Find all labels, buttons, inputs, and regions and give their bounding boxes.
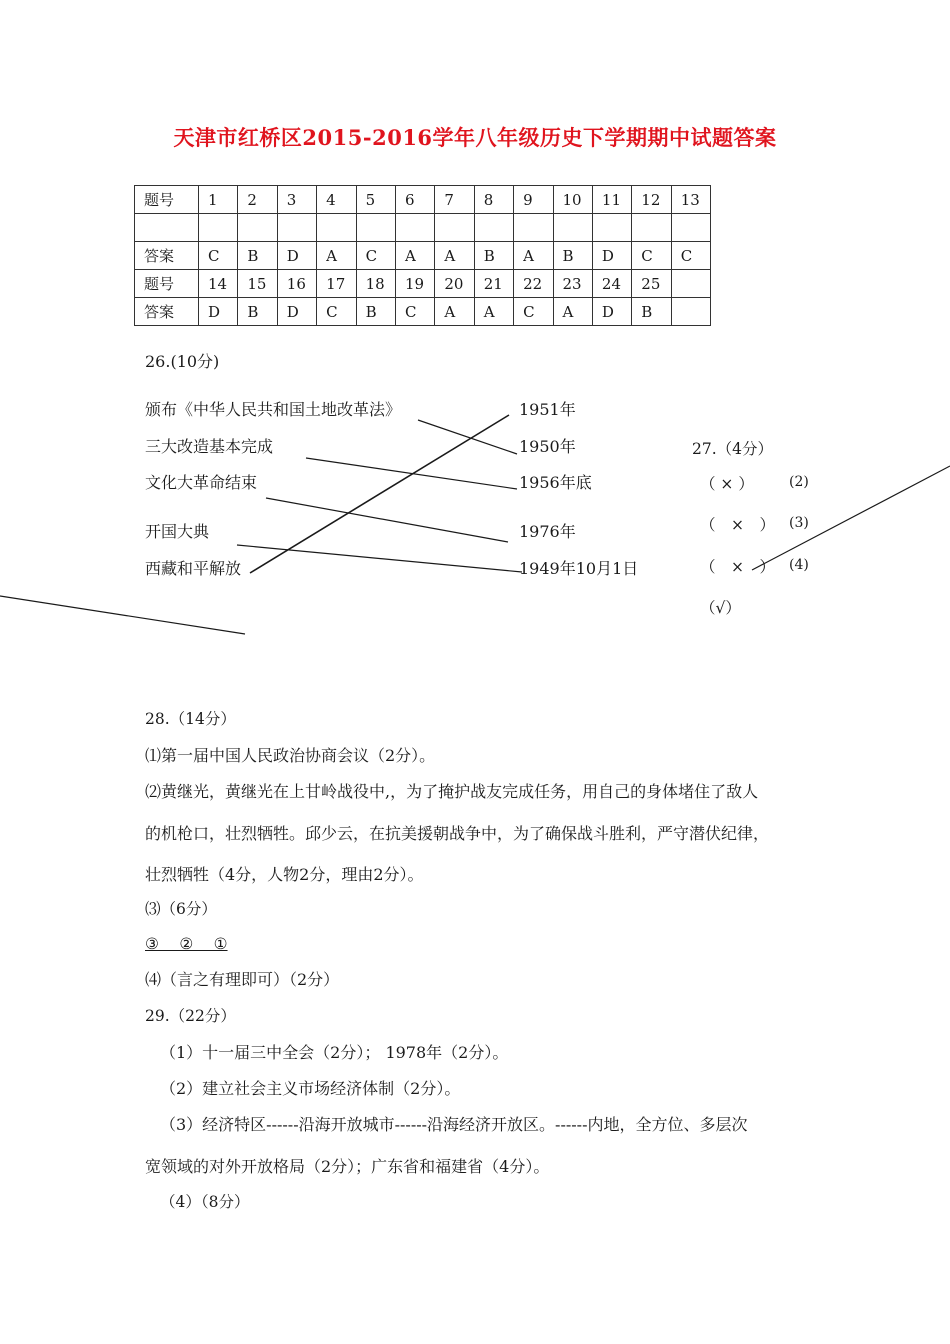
- table-cell: 12: [632, 186, 671, 214]
- q27-answer: （ × ）: [700, 475, 754, 493]
- table-cell: C: [395, 298, 434, 326]
- table-cell: A: [395, 242, 434, 270]
- q26-right-item: 1976年: [519, 522, 576, 541]
- table-cell: D: [277, 298, 316, 326]
- table-cell: 25: [632, 270, 671, 298]
- table-cell: 23: [553, 270, 592, 298]
- table-cell: 22: [514, 270, 553, 298]
- table-cell: A: [435, 242, 474, 270]
- q27-answer: （√）: [700, 599, 741, 617]
- table-cell: 4: [317, 186, 356, 214]
- table-cell: 8: [474, 186, 513, 214]
- q27-number: (3): [789, 515, 809, 531]
- table-cell: 16: [277, 270, 316, 298]
- table-cell: A: [435, 298, 474, 326]
- q27-heading: 27.（4分）: [692, 440, 774, 458]
- q26-right-item: 1949年10月1日: [519, 559, 639, 578]
- q28-order: ③ ② ①: [145, 935, 228, 953]
- table-cell: 5: [356, 186, 395, 214]
- q27-answer: （ × ）: [700, 516, 775, 534]
- stray-line: [752, 466, 950, 570]
- table-cell: 24: [592, 270, 631, 298]
- table-cell: C: [671, 242, 710, 270]
- q26-right-item: 1956年底: [519, 473, 592, 492]
- table-cell: B: [238, 242, 277, 270]
- table-cell: B: [238, 298, 277, 326]
- table-cell: C: [514, 298, 553, 326]
- table-cell: 6: [395, 186, 434, 214]
- table-cell: C: [632, 242, 671, 270]
- table-cell: B: [356, 298, 395, 326]
- table-cell: 15: [238, 270, 277, 298]
- q28-part2: 壮烈牺牲（4分，人物2分，理由2分）。: [145, 865, 424, 884]
- row-header-cell: 题号: [135, 270, 199, 298]
- table-cell: 9: [514, 186, 553, 214]
- q29-heading: 29.（22分）: [145, 1007, 236, 1025]
- q26-left-item: 西藏和平解放: [145, 559, 242, 578]
- q26-left-item: 颁布《中华人民共和国土地改革法》: [145, 400, 402, 419]
- match-line: [237, 545, 522, 572]
- table-cell: A: [317, 242, 356, 270]
- table-cell: D: [199, 298, 238, 326]
- table-cell: C: [317, 298, 356, 326]
- row-header-cell: 题号: [135, 186, 199, 214]
- table-cell: 11: [592, 186, 631, 214]
- q27-answer: （ × ）: [700, 558, 775, 576]
- q26-left-item: 三大改造基本完成: [145, 437, 274, 456]
- q28-part2: ⑵黄继光，黄继光在上甘岭战役中,，为了掩护战友完成任务，用自己的身体堵住了敌人: [145, 782, 759, 801]
- table-cell: D: [277, 242, 316, 270]
- row-header-cell: 答案: [135, 242, 199, 270]
- q29-part3: （3）经济特区------沿海开放城市------沿海经济开放区。------内地，全方位、多层次: [160, 1115, 748, 1134]
- q28-heading: 28.（14分）: [145, 710, 236, 728]
- table-cell: D: [592, 242, 631, 270]
- table-cell: B: [553, 242, 592, 270]
- table-cell: 18: [356, 270, 395, 298]
- table-cell: 17: [317, 270, 356, 298]
- q29-part1: （1）十一届三中全会（2分）； 1978年（2分）。: [160, 1043, 509, 1062]
- page-title: 天津市红桥区2015-2016学年八年级历史下学期期中试题答案: [173, 125, 777, 150]
- q29-part4: （4）（8分）: [160, 1193, 250, 1211]
- q26-right-item: 1950年: [519, 437, 576, 456]
- table-cell: 3: [277, 186, 316, 214]
- q28-part2: 的机枪口，壮烈牺牲。邱少云，在抗美援朝战争中，为了确保战斗胜利，严守潜伏纪律，: [145, 824, 770, 843]
- q29-part2: （2）建立社会主义市场经济体制（2分）。: [160, 1079, 461, 1098]
- table-cell: 1: [199, 186, 238, 214]
- stray-line: [0, 596, 245, 634]
- table-cell: 2: [238, 186, 277, 214]
- match-line: [266, 498, 508, 542]
- table-cell: 10: [553, 186, 592, 214]
- q28-part3: ⑶（6分）: [145, 900, 217, 918]
- table-cell: C: [199, 242, 238, 270]
- table-cell: 7: [435, 186, 474, 214]
- table-cell: A: [474, 298, 513, 326]
- q28-part1: ⑴第一届中国人民政治协商会议（2分）。: [145, 746, 436, 765]
- q29-part3: 宽领域的对外开放格局（2分）；广东省和福建省（4分）。: [145, 1157, 550, 1176]
- table-cell: C: [356, 242, 395, 270]
- q27-number: (2): [789, 474, 809, 490]
- q26-right-item: 1951年: [519, 400, 576, 419]
- table-cell: D: [592, 298, 631, 326]
- table-cell: 19: [395, 270, 434, 298]
- table-cell: 13: [671, 186, 710, 214]
- q26-heading: 26.(10分): [145, 352, 220, 371]
- table-cell: 14: [199, 270, 238, 298]
- table-cell: 20: [435, 270, 474, 298]
- q27-number: (4): [789, 557, 809, 573]
- table-cell: A: [514, 242, 553, 270]
- table-cell: B: [474, 242, 513, 270]
- q28-part4: ⑷（言之有理即可）（2分）: [145, 970, 340, 989]
- q26-left-item: 开国大典: [145, 522, 210, 541]
- table-cell: A: [553, 298, 592, 326]
- table-cell: 21: [474, 270, 513, 298]
- q26-left-item: 文化大革命结束: [145, 473, 258, 492]
- match-line: [306, 458, 517, 489]
- match-line: [418, 420, 517, 454]
- match-line: [250, 415, 509, 573]
- row-header-cell: 答案: [135, 298, 199, 326]
- table-cell: B: [632, 298, 671, 326]
